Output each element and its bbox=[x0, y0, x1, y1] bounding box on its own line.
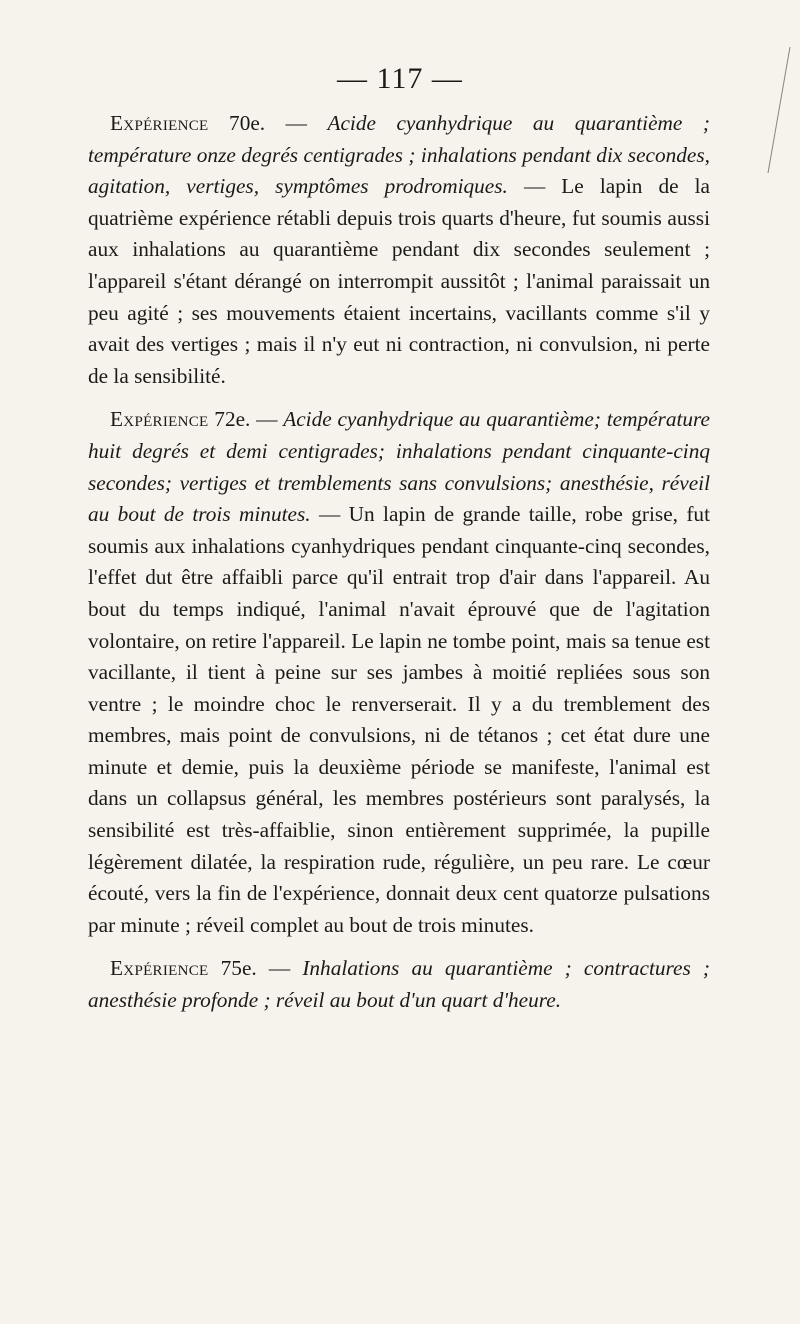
paragraph-experience-75 bbox=[88, 953, 710, 1016]
experience-heading: Acide cyanhydrique au quarantième ; température onze degrés centigrades ; inhalations pendant dix secondes, agitation, vertiges, symptômes prodromiques. bbox=[88, 111, 710, 199]
page-number: — 117 — bbox=[337, 62, 463, 95]
paragraph-experience-72 bbox=[88, 404, 710, 941]
experience-body: — Le lapin de la quatrième expérience rétabli depuis trois quarts d'heure, fut soumis aussi aux inhalations au quarantième pendant dix secondes seulement ; l'appareil s'étant dérangé on interrompit aussitôt ; l'animal paraissait un peu agité ; ses mouvements étaient incertains, vacillants comme s'il y avait des vertiges ; mais il n'y eut ni contraction, ni convulsion, ni perte de la sensibilité. bbox=[88, 174, 710, 388]
separator-dash: — bbox=[265, 111, 328, 135]
experience-label: Expérience bbox=[110, 407, 209, 432]
experience-label: Expérience bbox=[110, 111, 209, 135]
experience-number: 75e. bbox=[220, 956, 257, 981]
experience-heading: Acide cyanhydrique au quarantième; température huit degrés et demi centigrades; inhalations pendant cinquante-cinq secondes; vertiges et tremblements sans convulsions; anesthésie, réveil au bout de trois minutes. bbox=[88, 407, 711, 527]
page-body bbox=[88, 108, 710, 1029]
experience-number: 72e. bbox=[214, 407, 251, 432]
experience-body: — Un lapin de grande taille, robe grise, fut soumis aux inhalations cyanhydriques pendant cinquante-cinq secondes, l'effet dut être affaibli parce qu'il entrait trop d'air dans l'appareil. Au bout du temps indiqué, l'animal n'avait éprouvé que de l'agitation volontaire, on retire l'appareil. Le lapin ne tombe point, mais sa tenue est vacillante, il tient à peine sur ses jambes à moitié repliées sous son ventre ; le moindre choc le renverserait. Il y a du tremblement des membres, mais point de convulsions, ni de tétanos ; cet état dure une minute et demie, puis la deuxième période se manifeste, l'animal est dans un collapsus général, les membres postérieurs sont paralysés, la sensibilité est très-affaiblie, sinon entièrement supprimée, la pupille légèrement dilatée, la respiration rude, régulière, un peu rare. Le cœur écouté, vers la fin de l'expérience, donnait deux cent quatorze pulsations par minute ; réveil complet au bout de trois minutes. bbox=[88, 502, 710, 937]
experience-label: Expérience bbox=[110, 956, 209, 981]
paragraph-experience-70 bbox=[88, 108, 710, 392]
experience-heading: Inhalations au quarantième ; contractures ; anesthésie profonde ; réveil au bout d'un quart d'heure. bbox=[88, 956, 710, 1013]
separator-dash: — bbox=[256, 956, 303, 981]
experience-number: 70e. bbox=[229, 111, 266, 135]
separator-dash: — bbox=[250, 407, 284, 432]
